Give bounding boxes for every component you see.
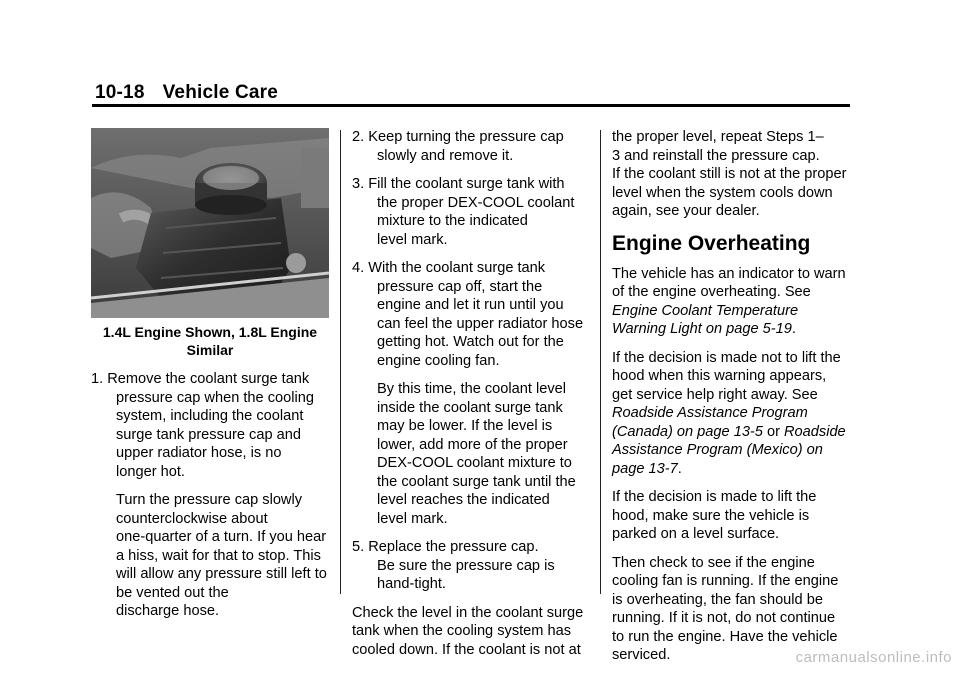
page-header: [95, 82, 278, 104]
header-rule: [92, 104, 850, 107]
step-4-first-line: 4. With the coolant surge tank: [352, 260, 546, 276]
column-divider-1: [340, 130, 341, 594]
step-1-text: pressure cap when the cooling system, including the coolant surge tank pressure cap and upper radiator hose, is no longer hot.: [116, 389, 314, 480]
p2-text: If the decision is made not to lift the hood when this warning appears, get service help right away. See: [612, 349, 841, 403]
step-4-subparagraph: By this time, the coolant level inside the coolant surge tank may be lower. If the level is lower, add more of the proper DEX-COOL coolant mixture to the coolant surge tank until the level reaches the indicated level mark.: [377, 381, 576, 527]
figure-caption: [91, 323, 329, 359]
column-3: [612, 128, 854, 675]
step-1-subparagraph: Turn the pressure cap slowly counterclockwise about one-quarter of a turn. If you hear a hiss, wait for that to stop. This will allow any pressure still left to be vented out the discharge hose.: [116, 492, 327, 619]
overheat-indicator-paragraph: [612, 265, 854, 339]
step-5-text: Be sure the pressure cap is hand-tight.: [377, 557, 555, 592]
step-1: [91, 370, 331, 481]
step-4-text: pressure cap off, start the engine and let it run until you can feel the upper radiator hose getting hot. Watch out for the engine cooling fan.: [377, 278, 584, 369]
cross-reference-link[interactable]: Roadside Assistance Program (Canada) on page 13-5: [612, 405, 808, 440]
step-3-first-line: 3. Fill the coolant surge tank with: [352, 176, 565, 192]
p1-text: The vehicle has an indicator to warn of the engine overheating. See: [612, 265, 846, 300]
cross-reference-link[interactable]: Engine Coolant Temperature Warning Light on page 5-19: [612, 302, 799, 337]
continued-paragraph: the proper level, repeat Steps 1– 3 and reinstall the pressure cap. If the coolant still is not at the proper level when the system cools down again, see your dealer.: [612, 129, 847, 219]
column-2: [352, 128, 592, 669]
step-4: [352, 259, 592, 370]
column-1: [91, 128, 331, 631]
step-2-first-line: 2. Keep turning the pressure cap: [352, 129, 564, 145]
caption-line-2: Similar: [186, 342, 234, 358]
page-number: 10-18: [95, 82, 145, 103]
step-2: [352, 128, 592, 165]
p1-end: .: [791, 321, 796, 337]
cross-reference-link[interactable]: Roadside Assistance Program (Mexico) on page 13-7: [612, 423, 846, 477]
coolant-surge-tank-photo: [91, 128, 329, 318]
step-3: [352, 175, 592, 249]
section-title: Vehicle Care: [162, 82, 279, 103]
p2-or: or: [762, 423, 785, 440]
section-heading: Engine Overheating: [612, 231, 811, 255]
column-divider-2: [600, 130, 601, 594]
step-5: [352, 538, 592, 594]
step-3-text: the proper DEX-COOL coolant mixture to the indicated level mark.: [377, 194, 575, 248]
step-5-first-line: 5. Replace the pressure cap.: [352, 539, 539, 555]
no-lift-paragraph: [612, 349, 854, 479]
step-1-first-line: 1. Remove the coolant surge tank: [91, 371, 310, 387]
lift-hood-paragraph: If the decision is made to lift the hood, make sure the vehicle is parked on a level surface.: [612, 489, 817, 542]
step-2-text: slowly and remove it.: [377, 147, 514, 164]
watermark: carmanualsonline.info: [795, 649, 952, 666]
p2-end: .: [677, 460, 682, 477]
check-level-paragraph: Check the level in the coolant surge tank when the cooling system has cooled down. If the coolant is not at: [352, 604, 584, 658]
caption-line-1: 1.4L Engine Shown, 1.8L Engine: [102, 324, 318, 340]
check-fan-paragraph: Then check to see if the engine cooling fan is running. If the engine is overheating, the fan should be running. If it is not, do not continue to run the engine. Have the vehicle serviced.: [612, 554, 839, 663]
